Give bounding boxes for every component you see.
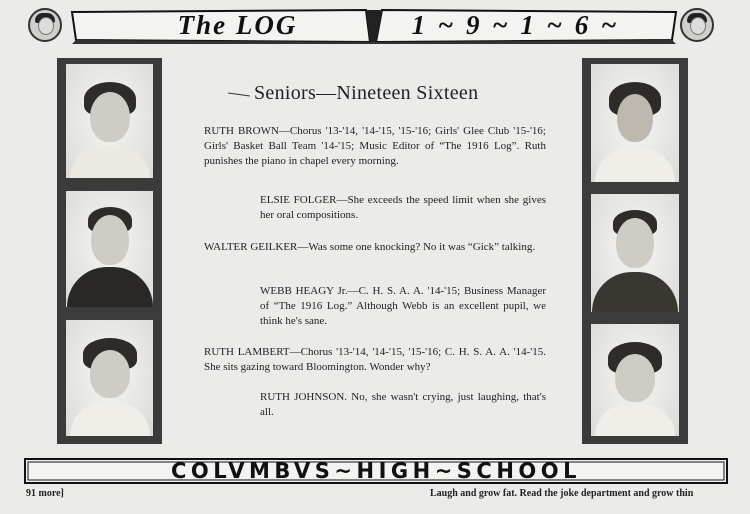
- senior-photo: [591, 64, 679, 182]
- senior-photo: [66, 320, 153, 436]
- portrait-medallion-icon: [680, 8, 714, 42]
- page-title: [228, 82, 528, 105]
- senior-entry: ELSIE FOLGER—She exceeds the speed limit when she gives her oral compositions.: [260, 194, 546, 221]
- senior-entry: WEBB HEAGY Jr.—C. H. S. A. A. '14-'15; Business Manager of “The 1916 Log.” Although Webb is an excellent pupil, we think he's sane.: [260, 285, 546, 327]
- left-photo-column: [57, 58, 162, 444]
- senior-entry: WALTER GEILKER—Was some one knocking? No it was “Gick” talking.: [204, 241, 536, 253]
- senior-photo: [66, 191, 153, 307]
- header-log-title: The LOG: [177, 10, 298, 40]
- page-note-left: 91 more]: [26, 488, 64, 499]
- flourish-dash: [228, 92, 250, 96]
- portrait-medallion-icon: [28, 8, 62, 42]
- header-banner: [70, 8, 680, 44]
- page-title-text: Seniors—Nineteen Sixteen: [254, 82, 479, 104]
- footer-banner: [24, 458, 728, 484]
- senior-photo: [591, 324, 679, 436]
- senior-photo: [66, 64, 153, 178]
- header-year: 1 ~ 9 ~ 1 ~ 6 ~: [411, 10, 620, 40]
- senior-entry: RUTH BROWN—Chorus '13-'14, '14-'15, '15-'16; Girls' Glee Club '15-'16; Girls' Basket Ball Team '14-'15; Music Editor of “The 1916 Log”. Ruth punishes the piano in chapel every morning.: [204, 125, 546, 167]
- right-photo-column: [582, 58, 688, 444]
- senior-photo: [591, 194, 679, 312]
- school-name: COLVMBVS~HIGH~SCHOOL: [170, 459, 582, 483]
- joke-slogan: Laugh and grow fat. Read the joke department and grow thin: [430, 488, 694, 499]
- senior-entry: RUTH LAMBERT—Chorus '13-'14, '14-'15, '15-'16; C. H. S. A. A. '14-'15. She sits gazing toward Bloomington. Wonder why?: [204, 346, 546, 373]
- senior-entry: RUTH JOHNSON. No, she wasn't crying, just laughing, that's all.: [260, 391, 546, 418]
